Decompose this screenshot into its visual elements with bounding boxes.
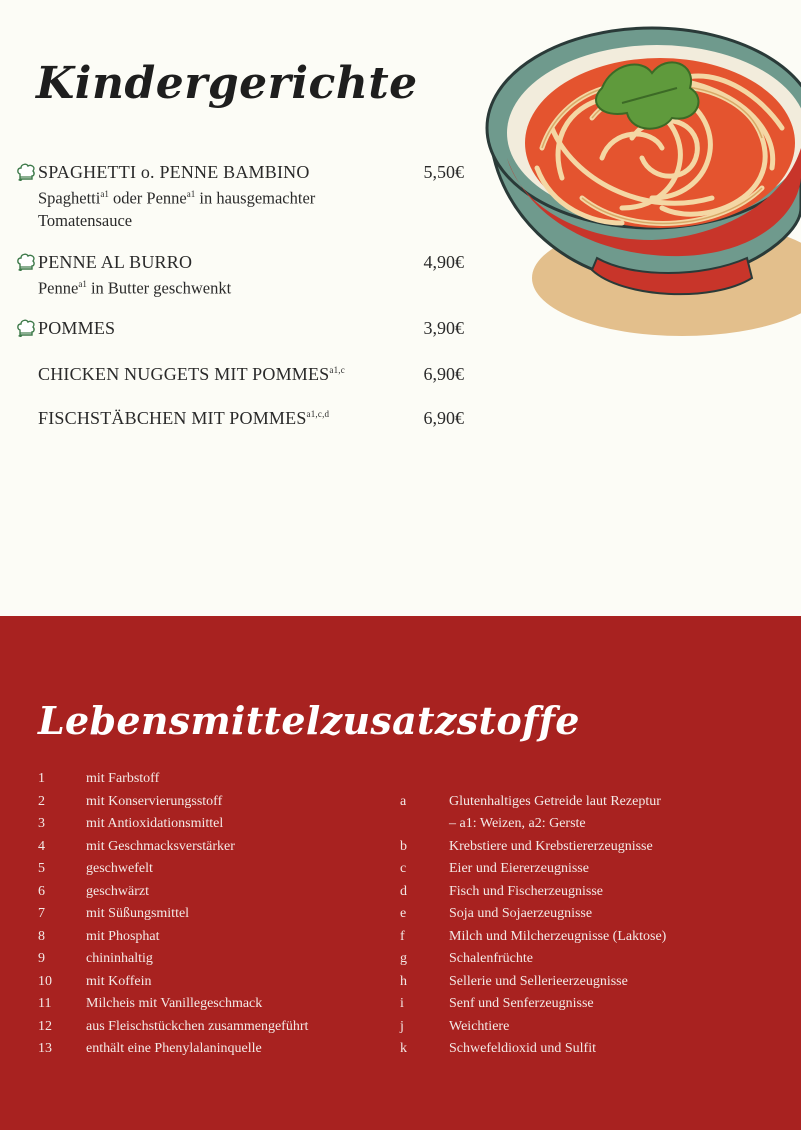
additives-section — [0, 616, 801, 1130]
additive-text: mit Phosphat — [86, 928, 160, 944]
pasta-bowl-illustration — [482, 8, 801, 340]
allergen-text: Senf und Senferzeugnisse — [449, 996, 594, 1011]
additive-text: mit Geschmacksverstärker — [86, 838, 235, 854]
additive-key: 2 — [38, 793, 45, 809]
allergen-text: Krebstiere und Krebstiererzeugnisse — [449, 838, 653, 854]
allergen-key: j — [400, 1018, 404, 1034]
additive-key: 12 — [38, 1018, 52, 1034]
additive-key: 8 — [38, 928, 45, 944]
item-price: 6,90€ — [423, 408, 464, 428]
allergen-key: h — [400, 973, 407, 989]
item-name-text: CHICKEN NUGGETS MIT POMMES — [38, 364, 330, 384]
additive-key: 7 — [38, 906, 45, 921]
allergen-key: k — [400, 1041, 407, 1056]
allergen-key: g — [400, 951, 407, 966]
additive-key: 10 — [38, 973, 52, 989]
allergen-code: a1,c,d — [306, 409, 330, 419]
menu-item — [38, 408, 464, 429]
item-name — [38, 408, 464, 429]
list-item — [0, 858, 801, 880]
list-item — [0, 791, 801, 813]
allergen-text: Fisch und Fischerzeugnisse — [449, 883, 603, 899]
additive-key: 11 — [38, 996, 52, 1011]
allergen-text: Milch und Milcherzeugnisse (Laktose) — [449, 928, 667, 944]
allergen-key: d — [400, 883, 407, 899]
allergen-key: c — [400, 861, 407, 876]
additive-key: 13 — [38, 1041, 52, 1056]
allergen-text: Schwefeldioxid und Sulfit — [449, 1041, 596, 1056]
allergen-code: a1 — [78, 279, 87, 289]
list-item — [0, 813, 801, 835]
allergen-text: Weichtiere — [449, 1018, 510, 1034]
list-item — [0, 903, 801, 925]
desc-text: Penne — [38, 278, 79, 298]
additive-text: mit Konservierungsstoff — [86, 793, 223, 809]
additives-title: Lebensmittelzusatzstoffe — [38, 698, 580, 743]
list-item — [0, 768, 400, 790]
menu-item — [38, 318, 464, 339]
allergen-text: Sellerie und Sellerieerzeugnisse — [449, 973, 628, 989]
list-item — [0, 836, 801, 858]
list-item — [0, 881, 801, 903]
additive-text: geschwefelt — [86, 861, 153, 876]
item-description — [38, 273, 368, 300]
additive-key: 5 — [38, 861, 45, 876]
additive-text: Milcheis mit Vanillegeschmack — [86, 996, 263, 1011]
additive-text: mit Süßungsmittel — [86, 906, 190, 921]
item-name: PENNE AL BURRO — [38, 252, 193, 272]
additive-text: aus Fleischstückchen zusammengeführt — [86, 1018, 309, 1034]
allergen-key: a — [400, 793, 407, 809]
chef-hat-icon — [16, 253, 37, 272]
additive-text: mit Koffein — [86, 973, 152, 989]
list-item — [0, 926, 801, 948]
list-item — [0, 971, 801, 993]
desc-text: Spaghetti — [38, 188, 101, 208]
allergen-key: b — [400, 838, 407, 854]
menu-item — [38, 364, 464, 385]
allergen-text: Eier und Eiererzeugnisse — [449, 861, 589, 876]
allergen-text: Schalenfrüchte — [449, 951, 533, 966]
additive-key: 4 — [38, 838, 45, 854]
allergen-text: Glutenhaltiges Getreide laut Rezeptur — [449, 793, 661, 809]
item-price: 4,90€ — [423, 252, 464, 272]
item-price: 3,90€ — [423, 318, 464, 338]
additive-key: 9 — [38, 951, 45, 966]
allergen-code: a1,c — [329, 365, 345, 375]
desc-text: oder Penne — [108, 188, 187, 208]
allergen-key: i — [400, 996, 404, 1011]
allergen-key: e — [400, 906, 407, 921]
additive-text: mit Antioxidationsmittel — [86, 816, 224, 831]
menu-item — [38, 252, 464, 300]
item-name-text: FISCHSTÄBCHEN MIT POMMES — [38, 408, 307, 428]
additive-text: chininhaltig — [86, 951, 153, 966]
allergen-text: Soja und Sojaerzeugnisse — [449, 906, 593, 921]
additive-text: mit Farbstoff — [86, 771, 160, 786]
list-item — [0, 993, 801, 1015]
allergen-text: – a1: Weizen, a2: Gerste — [449, 816, 586, 831]
list-item — [0, 1016, 801, 1038]
list-item — [0, 948, 801, 970]
desc-text: in Butter geschwenkt — [86, 278, 232, 298]
additive-key: 3 — [38, 816, 45, 831]
chef-hat-icon — [16, 163, 37, 182]
additive-text: enthält eine Phenylalaninquelle — [86, 1041, 262, 1056]
additive-key: 1 — [38, 771, 45, 786]
menu-title: Kindergerichte — [36, 58, 418, 109]
item-price: 6,90€ — [423, 364, 464, 384]
menu-item — [38, 162, 464, 232]
desc-text: in hausgemachter Tomatensauce — [38, 188, 316, 230]
list-item — [0, 1038, 801, 1060]
item-name: SPAGHETTI o. PENNE BAMBINO — [38, 162, 310, 182]
additive-text: geschwärzt — [86, 883, 149, 899]
item-price: 5,50€ — [423, 162, 464, 182]
item-name: POMMES — [38, 318, 116, 338]
chef-hat-icon — [16, 319, 37, 338]
allergen-code: a1 — [186, 189, 196, 199]
additive-key: 6 — [38, 883, 45, 899]
allergen-key: f — [400, 928, 405, 944]
item-description — [38, 183, 368, 232]
allergen-code: a1 — [100, 189, 109, 199]
item-name — [38, 364, 464, 385]
